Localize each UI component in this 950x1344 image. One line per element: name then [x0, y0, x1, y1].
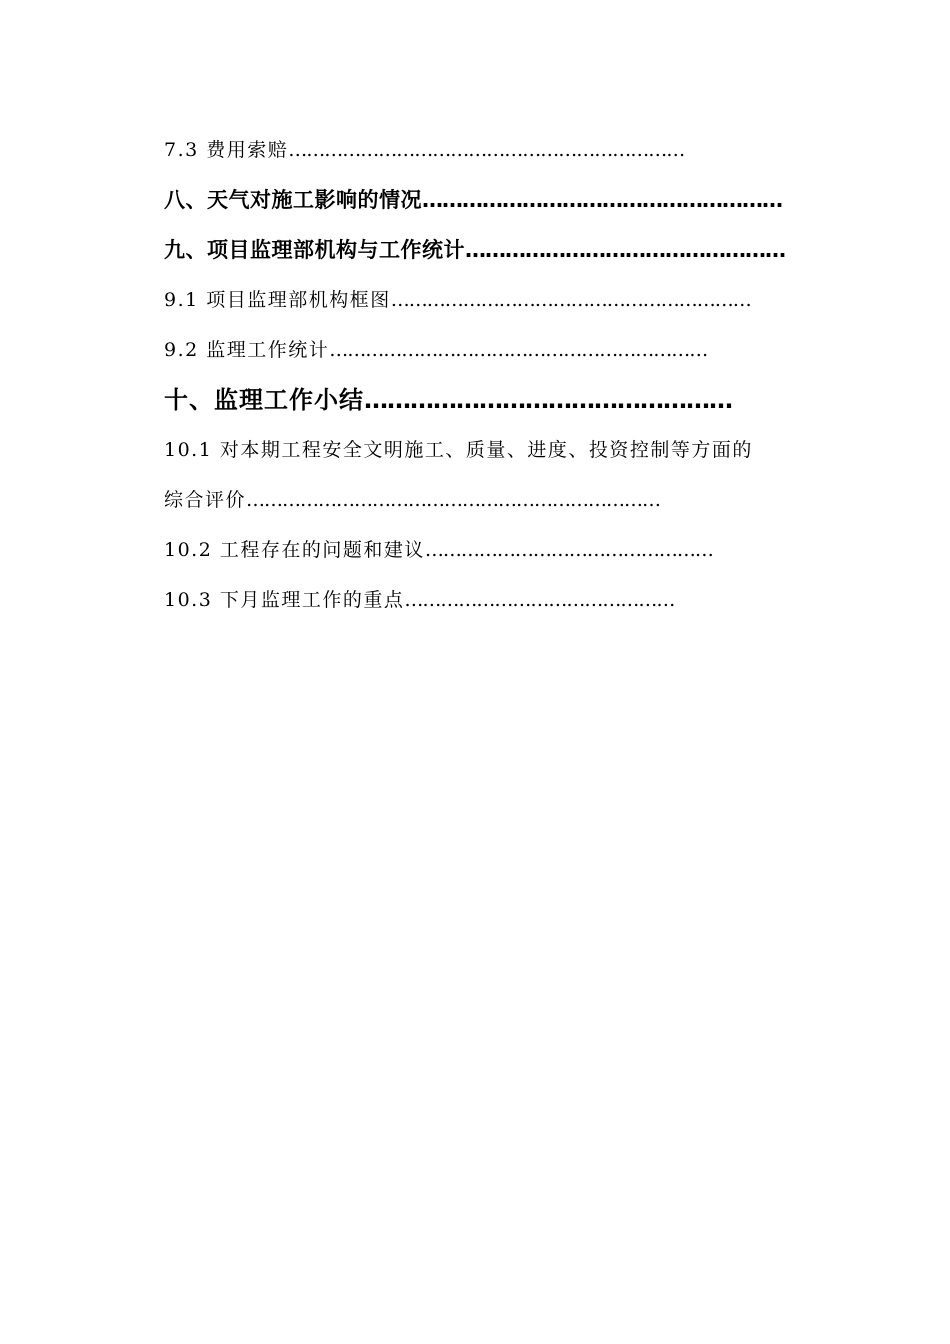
toc-leader-dots: …………………………………………: [364, 386, 732, 414]
toc-item-label: 九、项目监理部机构与工作统计: [164, 238, 465, 262]
toc-leader-dots: …………………………………………: [465, 238, 785, 262]
toc-item-10[interactable]: [164, 375, 804, 425]
toc-item-label: 十、监理工作小结: [164, 386, 364, 414]
toc-item-9-1[interactable]: [164, 275, 804, 325]
toc-item-label: 10.1 对本期工程安全文明施工、质量、进度、投资控制等方面的: [164, 439, 753, 461]
toc-item-8[interactable]: [164, 175, 804, 225]
toc-item-7-3[interactable]: [164, 125, 804, 175]
toc-leader-dots: ………………………………………………………: [329, 339, 708, 361]
toc-item-9-2[interactable]: [164, 325, 804, 375]
toc-leader-dots: ………………………………………: [404, 589, 675, 611]
toc-leader-dots: ……………………………………………………………: [246, 489, 661, 511]
toc-leader-dots: …………………………………………: [424, 539, 713, 561]
toc-item-10-1-line1[interactable]: [164, 425, 804, 475]
table-of-contents: [164, 125, 804, 625]
toc-item-label: 10.3 下月监理工作的重点: [164, 589, 405, 611]
toc-leader-dots: ………………………………………………: [422, 188, 782, 212]
toc-item-10-1-line2[interactable]: [164, 475, 804, 525]
toc-item-10-2[interactable]: [164, 525, 804, 575]
toc-item-label: 9.2 监理工作统计: [164, 339, 330, 361]
toc-item-label: 10.2 工程存在的问题和建议: [164, 539, 425, 561]
toc-item-10-3[interactable]: [164, 575, 804, 625]
toc-leader-dots: ……………………………………………………: [390, 289, 751, 311]
toc-item-label: 八、天气对施工影响的情况: [164, 188, 422, 212]
toc-item-label: 综合评价: [164, 489, 247, 511]
toc-item-9[interactable]: [164, 225, 804, 275]
toc-item-label: 7.3 费用索赔: [164, 139, 289, 161]
toc-item-label: 9.1 项目监理部机构框图: [164, 289, 391, 311]
toc-leader-dots: …………………………………………………………: [288, 139, 685, 161]
